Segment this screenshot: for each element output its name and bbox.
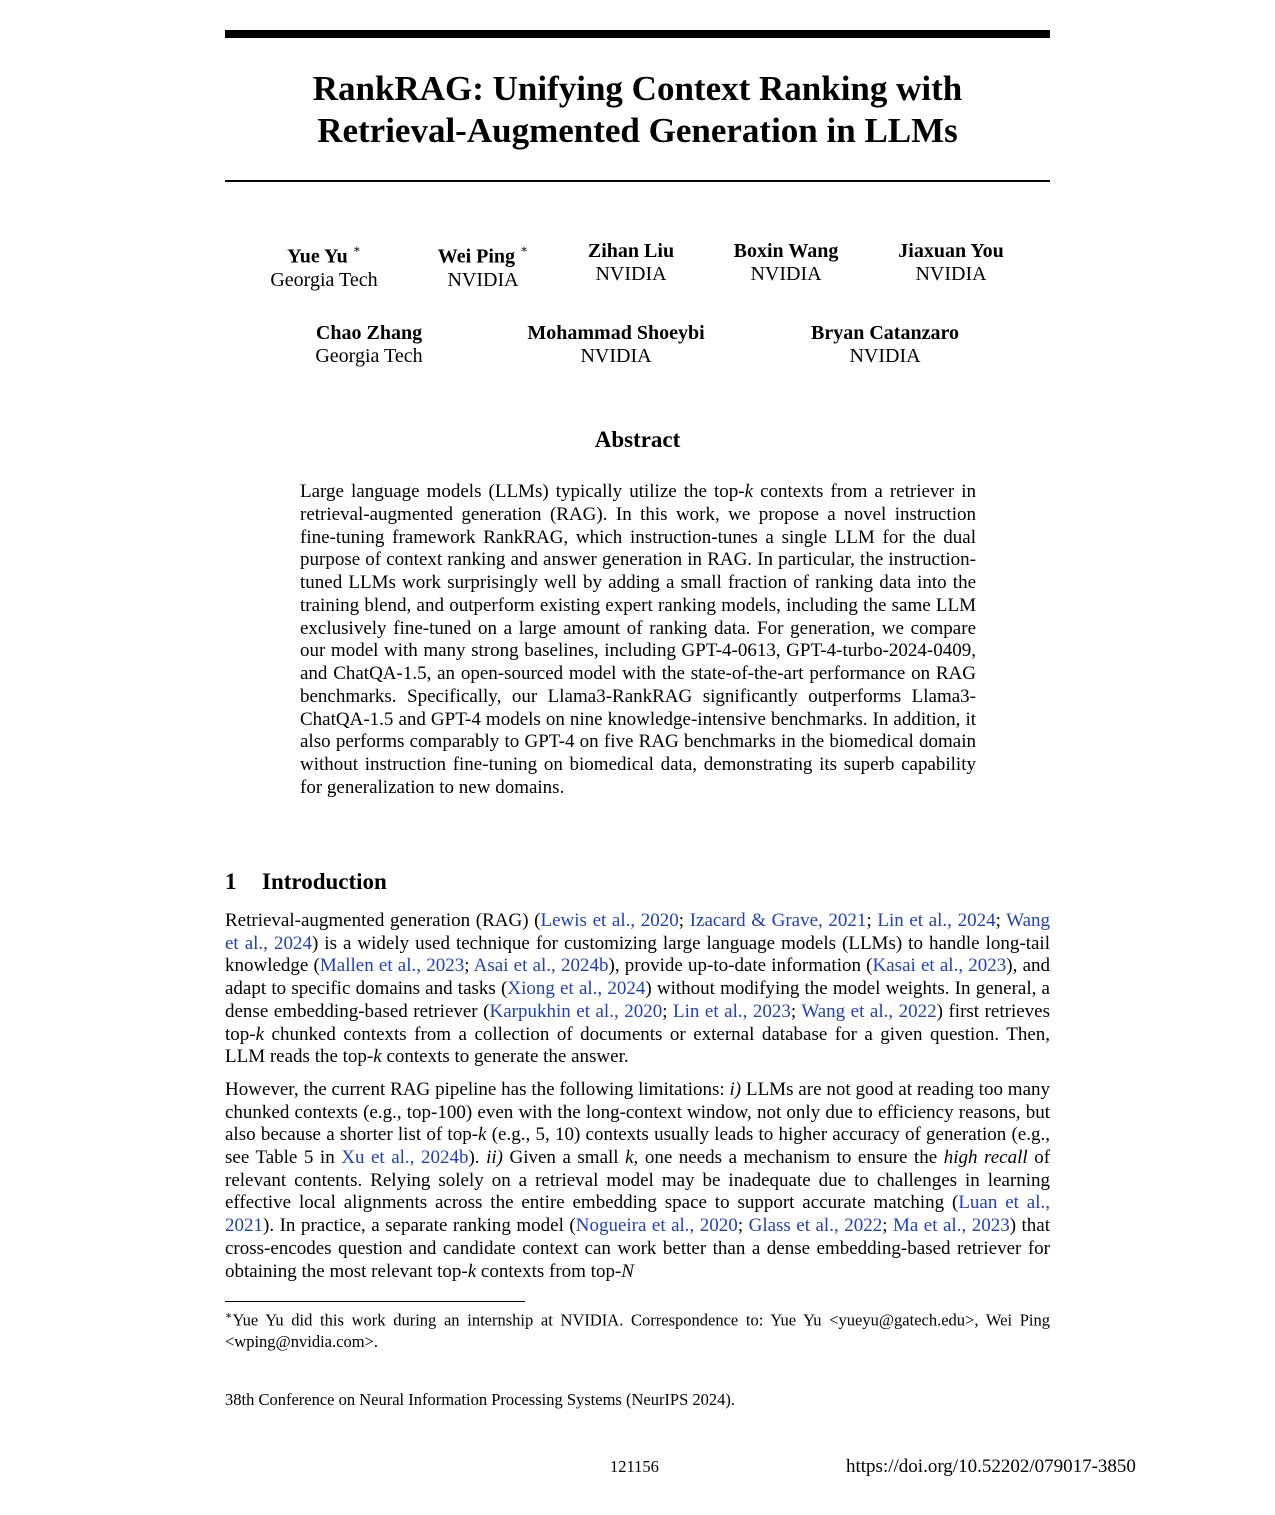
equal-contribution-mark: ∗ <box>352 242 361 256</box>
paper-title <box>225 68 1050 152</box>
intro-text: ; <box>790 1000 802 1022</box>
intro-text: , one needs a mechanism to ensure the <box>633 1147 944 1169</box>
equal-contribution-mark: ∗ <box>520 242 529 256</box>
page-number: 121156 <box>610 1457 659 1476</box>
author-name: Mohammad Shoeybi <box>527 322 705 344</box>
intro-text: of relevant contents. Relying solely on a retrieval model may be inadequate due to challenges in learning effective local alignments across the entire embedding space to support accurate matching ( <box>225 1147 1051 1214</box>
footnote <box>225 1306 1050 1352</box>
intro-text: Given a small <box>502 1147 626 1169</box>
author-affiliation: NVIDIA <box>915 263 987 285</box>
intro-text: ; <box>882 1215 893 1237</box>
intro-text: ). <box>468 1147 487 1169</box>
italic-term: k <box>467 1260 477 1282</box>
title-line-2: Retrieval-Augmented Generation in LLMs <box>317 111 958 150</box>
abstract-paragraph <box>300 481 976 800</box>
intro-text: contexts to generate the answer. <box>381 1046 629 1068</box>
author-affiliation: NVIDIA <box>595 263 667 285</box>
author-name: Jiaxuan You <box>898 240 1004 262</box>
italic-term: k <box>478 1124 487 1146</box>
author-name: Boxin Wang <box>733 240 839 262</box>
author-bryan-catanzaro <box>760 322 1010 368</box>
doi-link[interactable]: https://doi.org/10.52202/079017-3850 <box>846 1456 1136 1477</box>
intro-text: ; <box>662 1000 674 1022</box>
intro-text: ) is a widely used technique for customizing large language models (LLMs) to handle long-tail knowledge ( <box>225 932 1050 977</box>
intro-text: (e.g., 5, 10) contexts usually leads to higher accuracy of generation (e.g., see Table 5 in <box>225 1124 1050 1169</box>
title-bottom-rule <box>225 180 1050 182</box>
abstract-body <box>300 481 976 800</box>
author-affiliation: Georgia Tech <box>270 268 378 291</box>
footnote-mark: ∗ <box>225 1310 233 1322</box>
title-line-1: RankRAG: Unifying Context Ranking with <box>312 69 963 108</box>
section-title: Introduction <box>262 869 387 894</box>
introduction-body <box>225 910 1050 1283</box>
intro-text: ), provide up-to-date information ( <box>608 955 873 977</box>
footnote-rule <box>225 1301 525 1302</box>
footnote-text: Yue Yu did this work during an internship at NVIDIA. Correspondence to: Yue Yu <yueyu@gatech.edu>, Wei Ping <wping@nvidia.com>. <box>225 1310 1050 1351</box>
intro-paragraph-1 <box>225 910 1050 1069</box>
intro-text: ). In practice, a separate ranking model ( <box>263 1215 576 1237</box>
conference-note: 38th Conference on Neural Information Processing Systems (NeurIPS 2024). <box>225 1390 736 1409</box>
citation-link[interactable]: Glass et al., 2022 <box>748 1215 883 1237</box>
author-jiaxuan-you <box>851 240 1051 286</box>
author-name: Yue Yu <box>287 245 348 268</box>
intro-text: LLMs are not good at reading too many chunked contexts (e.g., top-100) even with the long-context window, not only due to efficiency reasons, but also because a shorter list of top- <box>225 1078 1050 1146</box>
intro-text: ; <box>995 910 1007 931</box>
italic-term: i) <box>729 1078 742 1100</box>
citation-link[interactable]: Xiong et al., 2024 <box>507 978 646 1000</box>
citation-link[interactable]: Xu et al., 2024b <box>341 1147 469 1169</box>
abstract-text: contexts from a retriever in retrieval-augmented generation (RAG). In this work, we propose a novel instruction fine-tuning framework RankRAG, which instruction-tunes a single LLM for the dual purpose of context ranking and answer generation in RAG. In particular, the instruction-tuned LLMs work surprisingly well by adding a small fraction of ranking data into the training blend, and outperform existing expert ranking models, including the same LLM exclusively fine-tuned on a large amount of ranking data. For generation, we compare our model with many strong baselines, including GPT-4-0613, GPT-4-turbo-2024-0409, and ChatQA-1.5, an open-sourced model with the state-of-the-art performance on RAG benchmarks. Specifically, our Llama3-RankRAG significantly outperforms Llama3-ChatQA-1.5 and GPT-4 models on nine knowledge-intensive benchmarks. In addition, it also performs comparably to GPT-4 on five RAG benchmarks in the biomedical domain without instruction fine-tuning on biomedical data, demonstrating its superb capability for generalization to new domains. <box>300 481 976 798</box>
author-name: Wei Ping <box>437 245 516 268</box>
intro-text: Retrieval-augmented generation (RAG) ( <box>225 910 541 931</box>
citation-link[interactable]: Lewis et al., 2020 <box>540 910 679 931</box>
section-heading-introduction <box>225 868 1050 896</box>
author-affiliation: NVIDIA <box>750 263 822 285</box>
intro-text: ; <box>737 1215 749 1237</box>
citation-link[interactable]: Kasai et al., 2023 <box>872 955 1007 977</box>
citation-link[interactable]: Izacard & Grave, 2021 <box>689 910 867 931</box>
citation-link[interactable]: Luan et al., 2021 <box>225 1192 1051 1237</box>
intro-text: ; <box>678 910 690 931</box>
italic-term: k <box>255 1023 265 1045</box>
math-k: k <box>744 481 754 502</box>
citation-link[interactable]: Ma et al., 2023 <box>892 1215 1010 1237</box>
italic-term: k <box>625 1147 634 1169</box>
author-name: Chao Zhang <box>315 322 423 344</box>
citation-link[interactable]: Lin et al., 2023 <box>673 1000 791 1022</box>
citation-link[interactable]: Mallen et al., 2023 <box>319 955 465 977</box>
top-rule <box>225 30 1050 38</box>
intro-paragraph-2 <box>225 1079 1050 1283</box>
author-mohammad-shoeybi <box>491 322 741 368</box>
author-name: Bryan Catanzaro <box>811 322 959 344</box>
author-chao-zhang <box>269 322 469 368</box>
abstract-heading: Abstract <box>594 427 681 452</box>
author-affiliation: NVIDIA <box>849 345 921 367</box>
intro-text: ; <box>464 955 474 977</box>
section-number: 1 <box>225 869 237 894</box>
author-affiliation: NVIDIA <box>580 345 652 367</box>
intro-text: contexts from top- <box>476 1260 622 1282</box>
italic-term: high recall <box>943 1147 1028 1169</box>
intro-text: chunked contexts from a collection of documents or external database for a given question. Then, LLM reads the top- <box>225 1023 1050 1068</box>
citation-link[interactable]: Asai et al., 2024b <box>473 955 609 977</box>
italic-term: N <box>621 1260 634 1282</box>
author-name: Zihan Liu <box>587 240 675 262</box>
abstract-text: Large language models (LLMs) typically utilize the top- <box>300 481 745 502</box>
intro-text: ) that cross-encodes question and candidate context can work better than a dense embedding-based retriever for obtaining the most relevant top- <box>225 1215 1051 1282</box>
author-affiliation: Georgia Tech <box>315 345 423 367</box>
italic-term: ii) <box>486 1147 503 1169</box>
citation-link[interactable]: Lin et al., 2024 <box>877 910 996 931</box>
author-affiliation: NVIDIA <box>447 268 519 291</box>
intro-text: However, the current RAG pipeline has the following limitations: <box>225 1078 730 1100</box>
intro-text: ), and adapt to specific domains and tasks ( <box>225 955 1051 1000</box>
intro-text: ) first retrieves top- <box>225 1000 1051 1045</box>
citation-link[interactable]: Nogueira et al., 2020 <box>575 1215 738 1237</box>
citation-link[interactable]: Wang et al., 2024 <box>225 910 1051 954</box>
citation-link[interactable]: Wang et al., 2022 <box>801 1000 937 1022</box>
intro-text: ) without modifying the model weights. In general, a dense embedding-based retriever ( <box>225 978 1050 1022</box>
citation-link[interactable]: Karpukhin et al., 2020 <box>489 1000 663 1022</box>
italic-term: k <box>373 1046 382 1068</box>
intro-text: ; <box>866 910 878 931</box>
